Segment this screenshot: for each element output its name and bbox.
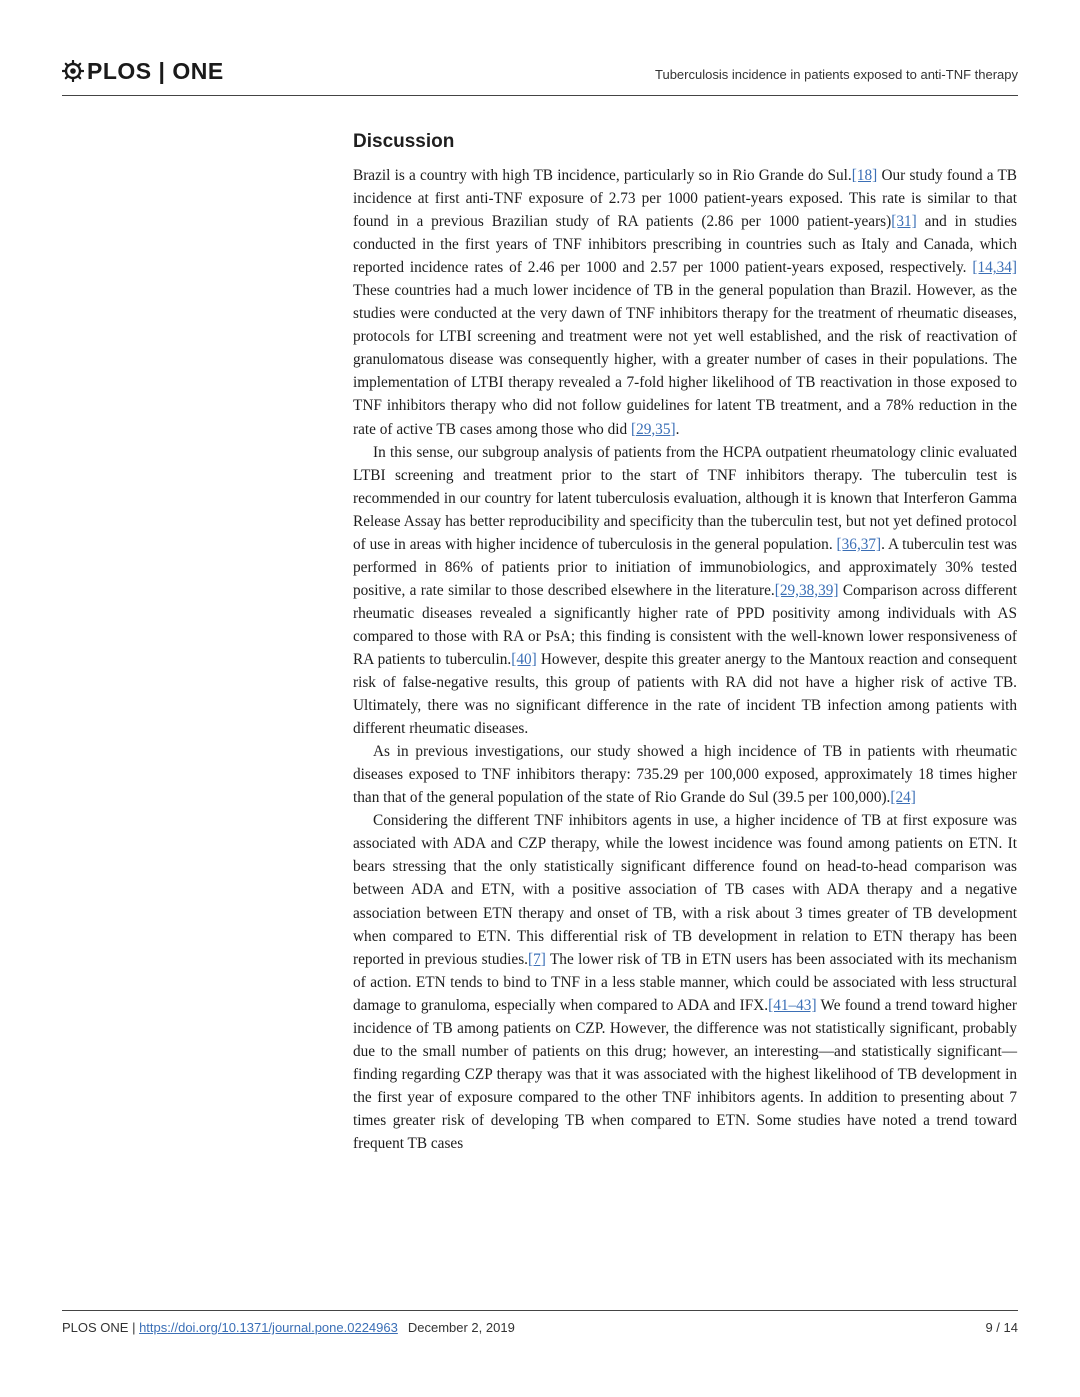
body-text [353, 164, 1017, 1155]
running-title: Tuberculosis incidence in patients exposed to anti-TNF therapy [655, 67, 1018, 82]
citation-link[interactable]: [36,37] [836, 535, 882, 553]
page-number: 9 / 14 [985, 1320, 1018, 1335]
citation-link[interactable]: [41–43] [768, 996, 817, 1014]
paragraph: In this sense, our subgroup analysis of patients from the HCPA outpatient rheumatology clinic evaluated LTBI screening and treatment prior to the start of TNF inhibitors therapy. The tuberculin test is recommended in our country for latent tuberculosis evaluation, although it is known that Interferon Gamma Release Assay has better reproducibility and specificity than the tuberculin test, but not yet defined protocol of use in areas with higher incidence of tuberculosis in the general population. [36,37]. A tuberculin test was performed in 86% of patients prior to initiation of immunobiologics, and approximately 30% tested positive, a rate similar to those described elsewhere in the literature.[29,38,39] Comparison across different rheumatic diseases revealed a significantly higher rate of PPD positivity among individuals with AS compared to those with RA or PsA; this finding is consistent with the well-known lower responsiveness of RA patients to tuberculin.[40] However, despite this greater anergy to the Mantoux reaction and consequent risk of false-negative results, this group of patients with RA did not have a higher risk of active TB. Ultimately, there was no significant difference in the rate of incident TB infection among patients with different rheumatic diseases. [353, 443, 1017, 738]
citation-link[interactable]: [24] [890, 789, 916, 807]
paragraph: Brazil is a country with high TB incidence, particularly so in Rio Grande do Sul.[18] Our study found a TB incidence at first anti-TNF exposure of 2.73 per 1000 patient-years exposed. This rate is similar to that found in a previous Brazilian study of RA patients (2.86 per 1000 patient-years)[31] and in studies conducted in the first years of TNF inhibitors prescribing in countries such as Italy and Canada, which reported incidence rates of 2.46 per 1000 and 2.57 per 1000 patient-years exposed, respectively. [14,34] These countries had a much lower incidence of TB in the general population than Brazil. However, as the studies were conducted at the very dawn of TNF inhibitors therapy for the treatment of rheumatic diseases, protocols for LTBI screening and treatment were not yet well established, and the risk of reactivation of granulomatous disease was consequently higher, with a greater number of cases in their populations. The implementation of LTBI therapy revealed a 7-fold higher likelihood of TB reactivation in those exposed to TNF inhibitors therapy who did not follow guidelines for latent TB treatment, and a 78% reduction in the rate of active TB cases among those who did [29,35]. [353, 167, 1017, 438]
footer-divider [62, 1310, 1018, 1311]
citation-link[interactable]: [29,35] [630, 420, 676, 438]
paragraph: As in previous investigations, our study showed a high incidence of TB in patients with rheumatic diseases exposed to TNF inhibitors therapy: 735.29 per 100,000 exposed, approximately 18 times higher than that of the general population of the state of Rio Grande do Sul (39.5 per 100,000).[24] [353, 743, 1017, 807]
citation-link[interactable]: [40] [511, 650, 537, 668]
citation-link[interactable]: [18] [851, 167, 878, 184]
page-footer [62, 1320, 1018, 1335]
citation-link[interactable]: [29,38,39] [774, 581, 839, 599]
citation-link[interactable]: [14,34] [972, 259, 1017, 277]
citation-link[interactable]: [7] [528, 950, 546, 968]
journal-logo-text: PLOS | ONE [87, 57, 224, 84]
journal-logo [62, 57, 224, 85]
plos-logo-icon [62, 60, 84, 82]
citation-link[interactable]: [31] [891, 213, 917, 231]
header-divider [62, 95, 1018, 96]
publication-date: December 2, 2019 [407, 1320, 515, 1335]
paragraph: Considering the different TNF inhibitors agents in use, a higher incidence of TB at first exposure was associated with ADA and CZP therapy, while the lowest incidence was found among patients on ETN. It bears stressing that the only statistically significant difference found on head-to-head comparison was between ADA and ETN, with a positive association of TB cases with ADA therapy and a negative association between ETN therapy and onset of TB, with a risk about 3 times greater of TB development when compared to ETN. This differential risk of TB development in relation to ETN therapy has been reported in previous studies.[7] The lower risk of TB in ETN users has been associated with its mechanism of action. ETN tends to bind to TNF in a less stable manner, which could be associated with less structural damage to granuloma, especially when compared to ADA and IFX.[41–43] We found a trend toward higher incidence of TB among patients on CZP. However, the difference was not statistically significant, probably due to the small number of patients on this drug; however, an interesting—and statistically significant—finding regarding CZP therapy was that it was associated with the highest likelihood of TB development in the first year of exposure compared to the other TNF inhibitors agents. In addition to presenting about 7 times greater risk of developing TB when compared to ETN. Some studies have noted a trend toward frequent TB cases [353, 812, 1018, 1152]
doi-link[interactable]: https://doi.org/10.1371/journal.pone.0224963 [139, 1320, 398, 1335]
footer-journal-name: PLOS ONE | [62, 1320, 140, 1335]
page-header [62, 57, 1018, 93]
section-heading: Discussion [353, 131, 455, 152]
